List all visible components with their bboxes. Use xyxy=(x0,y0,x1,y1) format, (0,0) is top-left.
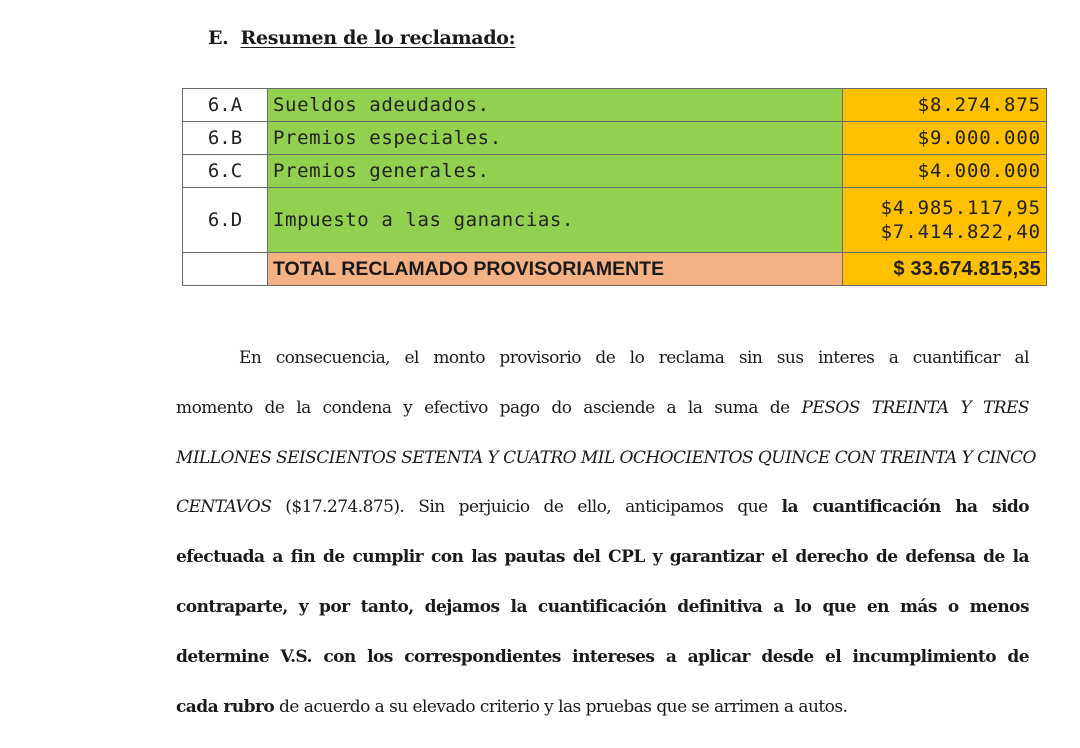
row-code: 6.C xyxy=(183,155,268,188)
bold-text: determine V.S. con los correspondientes intereses a aplicar desde el incumplimiento de xyxy=(176,646,1029,667)
paragraph-line xyxy=(176,434,1036,484)
total-row xyxy=(183,253,1047,286)
italic-text: MILLONES SEISCIENTOS SETENTA Y CUATRO MIL OCHOCIENTOS QUINCE CON TREINTA Y CINCO xyxy=(176,447,1036,468)
italic-text: CENTAVOS xyxy=(176,497,272,518)
bold-text: contraparte, y por tanto, dejamos la cuantificación definitiva a lo que en más o menos xyxy=(176,596,1029,617)
row-code: 6.B xyxy=(183,122,268,155)
total-label: TOTAL RECLAMADO PROVISORIAMENTE xyxy=(268,253,843,286)
amount-line: $4.985.117,95 xyxy=(880,197,1041,219)
paragraph-line xyxy=(176,583,1029,633)
bold-text: efectuada a fin de cumplir con las pautas del CPL y garantizar el derecho de defensa de la xyxy=(176,547,1029,568)
paragraph-line xyxy=(176,334,1029,384)
bold-text: cada rubro xyxy=(176,696,275,717)
amount-line: $7.414.822,40 xyxy=(880,221,1041,243)
text-run: momento de la condena y efectivo pago do asciende a la suma de xyxy=(176,397,802,418)
table-row xyxy=(183,122,1047,155)
table-row xyxy=(183,188,1047,253)
row-code: 6.A xyxy=(183,89,268,122)
paragraph-line xyxy=(176,683,1029,733)
row-description: Impuesto a las ganancias. xyxy=(268,188,843,253)
row-description: Sueldos adeudados. xyxy=(268,89,843,122)
text-run: En consecuencia, el monto provisorio de lo reclama sin sus interes a cuantificar al xyxy=(239,348,1029,368)
total-amount: $ 33.674.815,35 xyxy=(843,253,1047,286)
paragraph-line xyxy=(176,633,1029,683)
section-title: Resumen de lo reclamado: xyxy=(240,27,516,49)
row-amount: $8.274.875 xyxy=(843,89,1047,122)
row-amount xyxy=(843,188,1047,253)
row-description: Premios generales. xyxy=(268,155,843,188)
text-run: de acuerdo a su elevado criterio y las pruebas que se arrimen a autos. xyxy=(274,696,848,717)
row-code: 6.D xyxy=(183,188,268,253)
empty-cell xyxy=(183,253,268,286)
table-row xyxy=(183,155,1047,188)
section-letter: E. xyxy=(208,27,229,49)
paragraph-line xyxy=(176,384,1029,434)
body-paragraph xyxy=(176,334,1036,732)
paragraph-line xyxy=(176,483,1029,533)
paragraph-line xyxy=(176,533,1029,583)
bold-text: la cuantificación ha sido xyxy=(781,497,1029,518)
row-amount: $9.000.000 xyxy=(843,122,1047,155)
section-heading xyxy=(208,27,515,49)
claims-summary-table xyxy=(182,88,1047,286)
text-run: ($17.274.875). Sin perjuicio de ello, anticipamos que xyxy=(271,497,782,518)
italic-text: PESOS TREINTA Y TRES xyxy=(801,397,1029,418)
table-row xyxy=(183,89,1047,122)
row-description: Premios especiales. xyxy=(268,122,843,155)
row-amount: $4.000.000 xyxy=(843,155,1047,188)
